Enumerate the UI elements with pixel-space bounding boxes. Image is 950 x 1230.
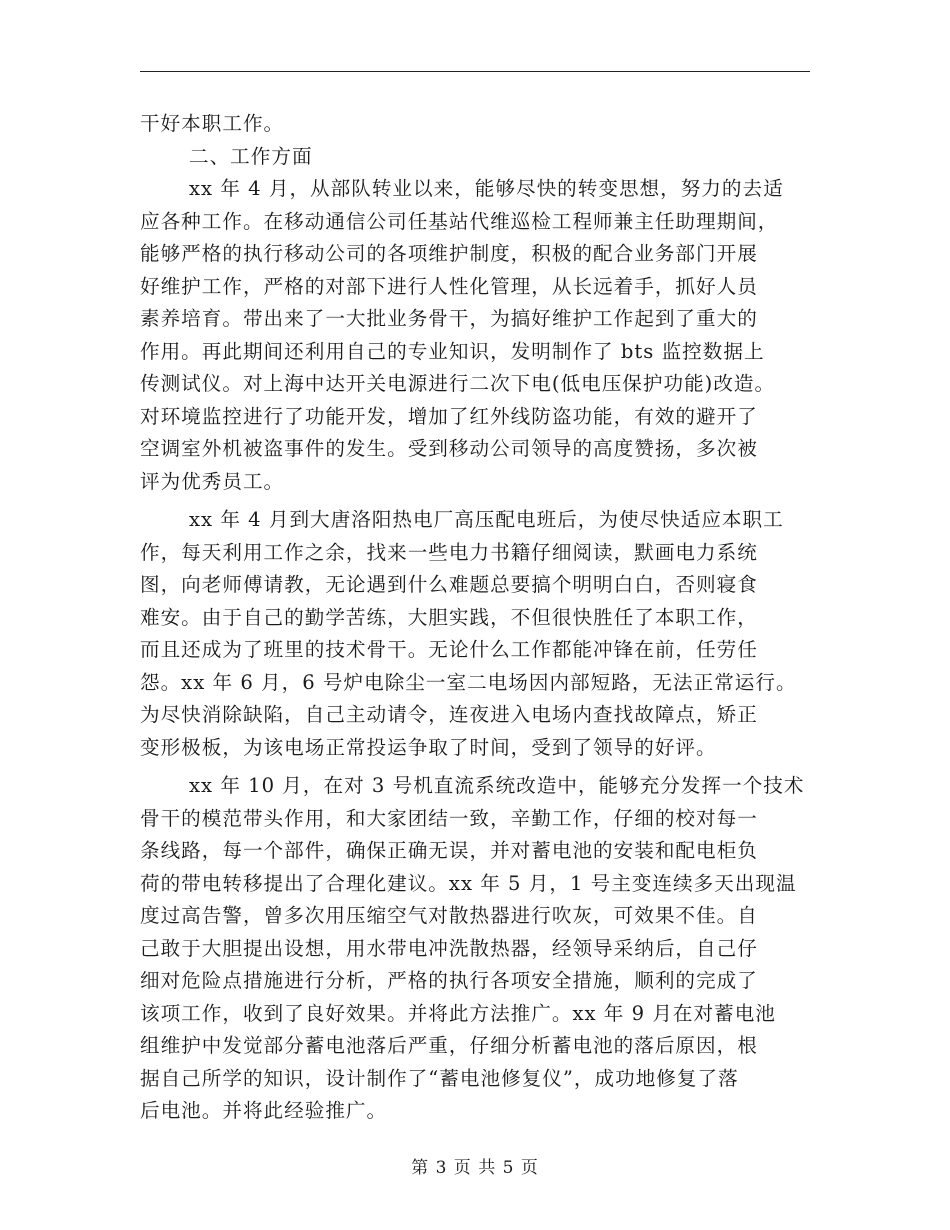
text-line: 而且还成为了班里的技术骨干。无论什么工作都能冲锋在前，任劳任 [140, 638, 758, 661]
header-rule [140, 71, 810, 72]
text-line: 应各种工作。在移动通信公司任基站代维巡检工程师兼主任助理期间， [140, 209, 779, 233]
text-line: 后电池。并将此经验推广。 [140, 1099, 388, 1122]
text-line: 评为优秀员工。 [140, 469, 285, 493]
text-line: 图，向老师傅请教，无论遇到什么难题总要搞个明明白白，否则寝食 [140, 573, 758, 596]
text-line: 为尽快消除缺陷，自己主动请令，连夜进入电场内查找故障点，矫正 [140, 703, 758, 726]
text-line: 作用。再此期间还利用自己的专业知识，发明制作了 bts 监控数据上 [140, 339, 765, 363]
page-footer: 第 3 页 共 5 页 [411, 1158, 539, 1178]
text-line: 组维护中发觉部分蓄电池落后严重，仔细分析蓄电池的落后原因，根 [140, 1034, 758, 1057]
text-line: 细对危险点措施进行分析，严格的执行各项安全措施，顺利的完成了 [140, 969, 758, 992]
text-line: xx 年 4 月，从部队转业以来，能够尽快的转变思想，努力的去适 [189, 177, 784, 200]
text-line: xx 年 10 月，在对 3 号机直流系统改造中，能够充分发挥一个技术 [189, 774, 805, 797]
text-line: 度过高告警，曾多次用压缩空气对散热器进行吹灰，可效果不佳。自 [140, 904, 758, 927]
text-line: 好维护工作，严格的对部下进行人性化管理，从长远着手，抓好人员 [140, 274, 758, 298]
section-heading: 二、工作方面 [189, 144, 313, 168]
text-line: 怨。xx 年 6 月，6 号炉电除尘一室二电场因内部短路，无法正常运行。 [140, 670, 797, 694]
text-line: 对环境监控进行了功能开发，增加了红外线防盗功能，有效的避开了 [140, 404, 758, 428]
text-line: 能够严格的执行移动公司的各项维护制度，积极的配合业务部门开展 [140, 242, 758, 265]
text-line: 素养培育。带出来了一大批业务骨干，为搞好维护工作起到了重大的 [140, 307, 758, 330]
page-body [140, 108, 810, 1128]
text-line: 据自己所学的知识，设计制作了“蓄电池修复仪”，成功地修复了落 [140, 1066, 739, 1090]
text-line: xx 年 4 月到大唐洛阳热电厂高压配电班后，为使尽快适应本职工 [189, 508, 784, 531]
text-line: 变形极板，为该电场正常投运争取了时间，受到了领导的好评。 [140, 735, 717, 759]
text-line: 骨干的模范带头作用，和大家团结一致，辛勤工作，仔细的校对每一 [140, 806, 758, 830]
text-line: 传测试仪。对上海中达开关电源进行二次下电(低电压保护功能)改造。 [140, 372, 776, 395]
text-line: 己敢于大胆提出设想，用水带电冲洗散热器，经领导采纳后，自己仔 [140, 936, 758, 960]
text-line: 难安。由于自己的勤学苦练，大胆实践，不但很快胜任了本职工作， [140, 605, 758, 629]
text-line: 干好本职工作。 [140, 112, 285, 135]
text-line: 该项工作，收到了良好效果。并将此方法推广。xx 年 9 月在对蓄电池 [140, 1001, 776, 1025]
text-line: 作，每天利用工作之余，找来一些电力书籍仔细阅读，默画电力系统 [140, 540, 758, 564]
text-line: 荷的带电转移提出了合理化建议。xx 年 5 月，1 号主变连续多天出现温 [140, 871, 797, 895]
text-line: 空调室外机被盗事件的发生。受到移动公司领导的高度赞扬，多次被 [140, 437, 758, 460]
text-line: 条线路，每一个部件，确保正确无误，并对蓄电池的安装和配电柜负 [140, 839, 758, 862]
